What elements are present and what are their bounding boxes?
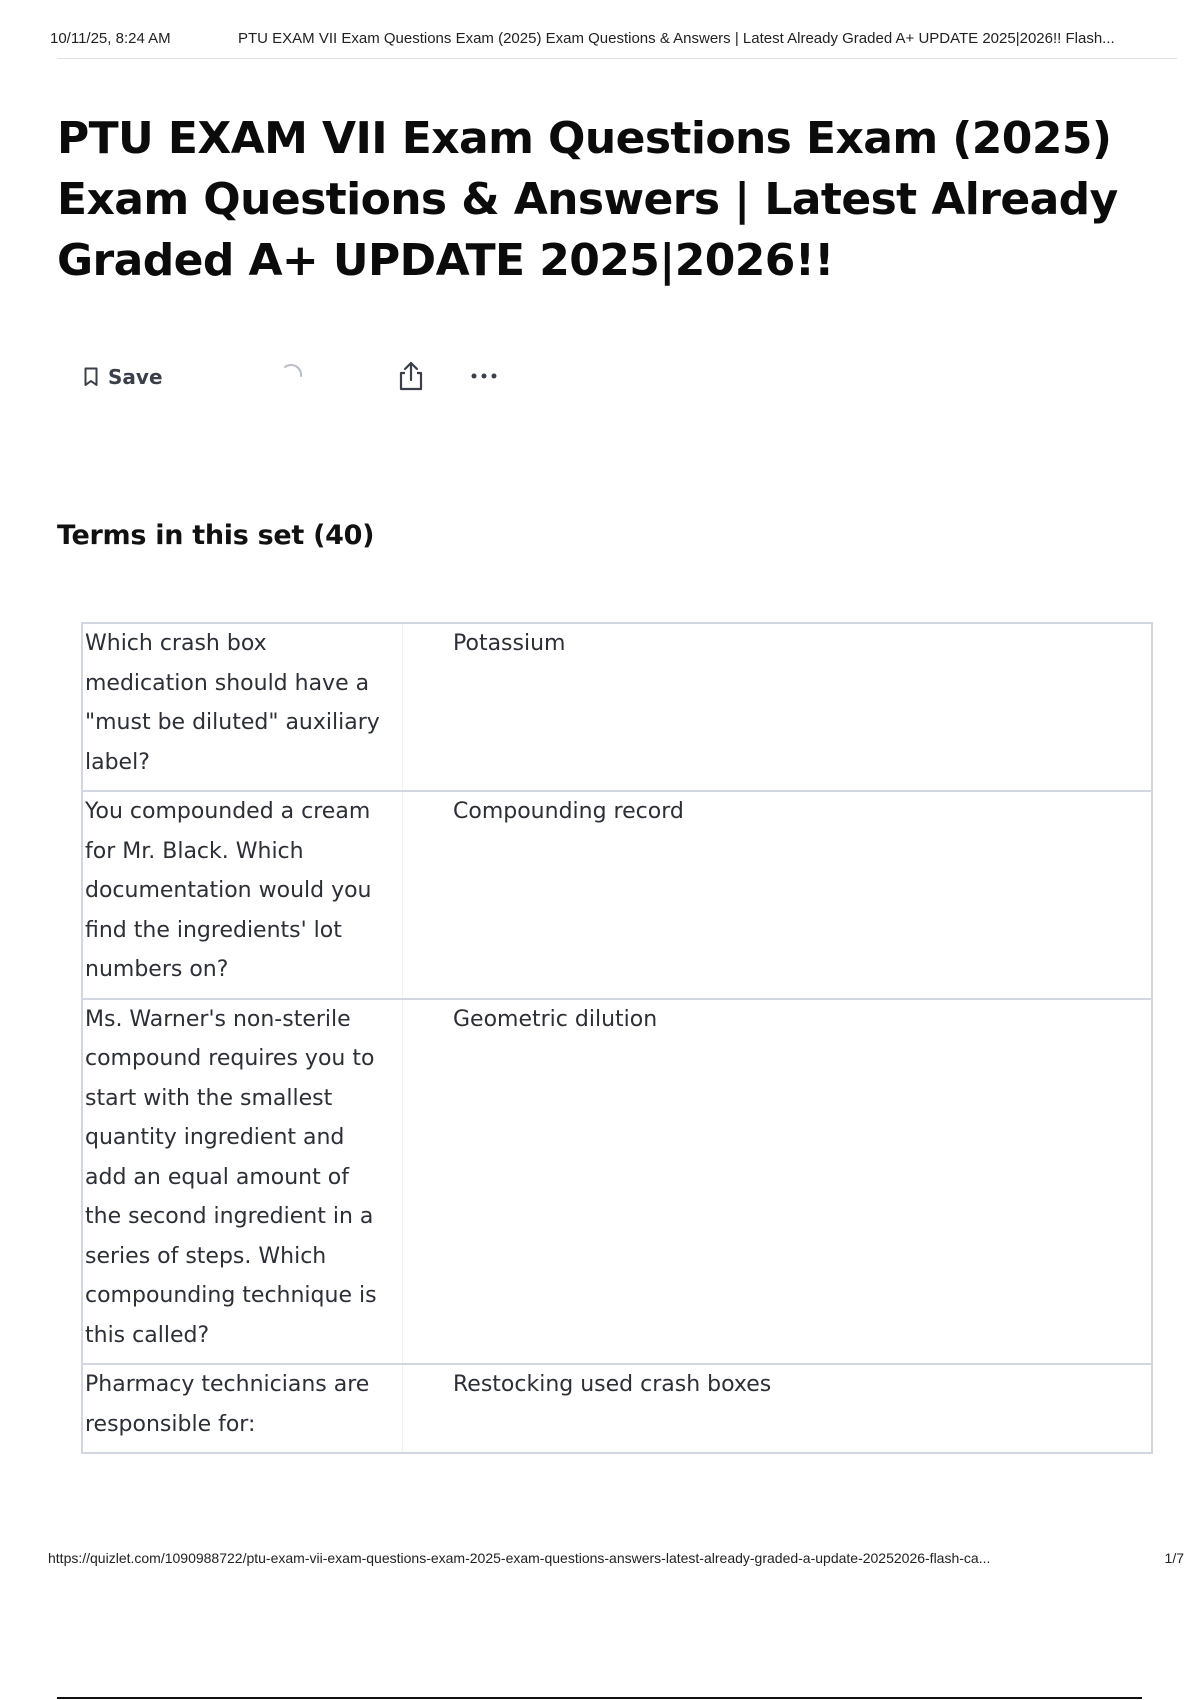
term-card[interactable] bbox=[81, 998, 1153, 1366]
bookmark-icon bbox=[84, 367, 98, 387]
share-icon[interactable] bbox=[396, 360, 426, 392]
set-toolbar bbox=[84, 360, 534, 394]
loading-icon bbox=[279, 362, 305, 388]
terms-list bbox=[81, 624, 1153, 1454]
save-button-label: Save bbox=[108, 365, 163, 389]
definition-text: Restocking used crash boxes bbox=[453, 1372, 772, 1397]
term-text: Which crash box medication should have a "must be diluted" auxiliary label? bbox=[83, 624, 403, 790]
more-icon[interactable] bbox=[469, 364, 501, 388]
bottom-divider bbox=[57, 1697, 1142, 1699]
terms-section-title: Terms in this set (40) bbox=[57, 520, 375, 551]
page-number: 1/7 bbox=[1164, 1550, 1184, 1566]
term-text: Ms. Warner's non-sterile compound requires you to start with the smallest quantity ingredient and add an equal amount of the second ingredient in a series of steps. Which compounding technique is this called? bbox=[83, 1000, 403, 1364]
print-datetime: 10/11/25, 8:24 AM bbox=[50, 30, 171, 47]
print-document-title: PTU EXAM VII Exam Questions Exam (2025) Exam Questions & Answers | Latest Already Graded A+ UPDATE 2025|2026!! Flash... bbox=[238, 30, 1115, 47]
definition-text: Potassium bbox=[453, 631, 566, 656]
page-url: https://quizlet.com/1090988722/ptu-exam-vii-exam-questions-exam-2025-exam-questions-answers-latest-already-graded-a-update-20252026-flash-ca... bbox=[48, 1550, 991, 1566]
page-title: PTU EXAM VII Exam Questions Exam (2025) Exam Questions & Answers | Latest Already Graded A+ UPDATE 2025|2026!! bbox=[57, 113, 1118, 286]
term-card[interactable] bbox=[81, 790, 1153, 1000]
term-text: Pharmacy technicians are responsible for: bbox=[83, 1365, 403, 1452]
term-card[interactable] bbox=[81, 1363, 1153, 1454]
definition-text: Geometric dilution bbox=[453, 1006, 658, 1032]
term-card[interactable] bbox=[81, 622, 1153, 792]
save-button[interactable] bbox=[84, 360, 163, 394]
header-divider bbox=[57, 58, 1177, 59]
definition-text: Compounding record bbox=[453, 799, 684, 824]
term-text: You compounded a cream for Mr. Black. Which documentation would you find the ingredients' lot numbers on? bbox=[83, 792, 403, 998]
